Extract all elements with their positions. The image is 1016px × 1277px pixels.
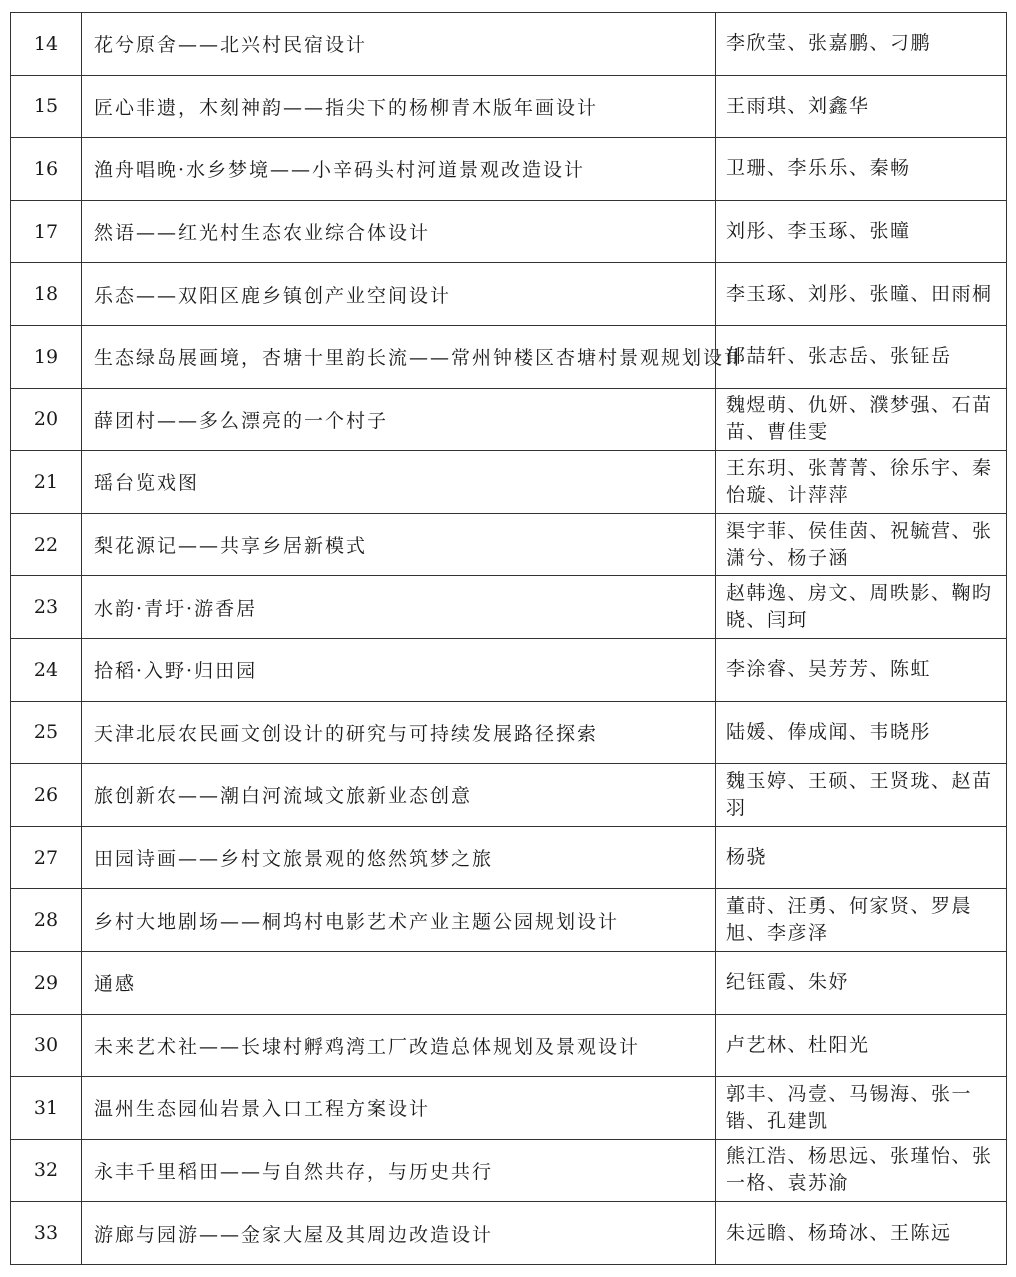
project-authors: 王东玥、张菁菁、徐乐宇、秦怡璇、计萍萍 (716, 451, 1007, 514)
table-row (11, 1014, 1007, 1077)
table-row (11, 1139, 1007, 1202)
project-title: 生态绿岛展画境，杏塘十里韵长流——常州钟楼区杏塘村景观规划设计 (82, 325, 716, 388)
table-row (11, 951, 1007, 1014)
project-authors: 李涂睿、吴芳芳、陈虹 (716, 638, 1007, 701)
project-title: 温州生态园仙岩景入口工程方案设计 (82, 1077, 716, 1140)
project-authors: 陆媛、俸成闻、韦晓彤 (716, 701, 1007, 764)
row-number: 22 (11, 513, 82, 576)
project-title: 乐态——双阳区鹿乡镇创产业空间设计 (82, 263, 716, 326)
table-row (11, 200, 1007, 263)
table-row (11, 13, 1007, 76)
project-authors: 李玉琢、刘彤、张曈、田雨桐 (716, 263, 1007, 326)
row-number: 30 (11, 1014, 82, 1077)
project-authors: 杨骁 (716, 826, 1007, 889)
project-title: 游廊与园游——金家大屋及其周边改造设计 (82, 1202, 716, 1265)
table-row (11, 638, 1007, 701)
row-number: 26 (11, 764, 82, 827)
table-row (11, 889, 1007, 952)
row-number: 15 (11, 75, 82, 138)
row-number: 14 (11, 13, 82, 76)
project-title: 天津北辰农民画文创设计的研究与可持续发展路径探索 (82, 701, 716, 764)
row-number: 32 (11, 1139, 82, 1202)
project-authors: 朱远瞻、杨琦冰、王陈远 (716, 1202, 1007, 1265)
project-authors: 李欣莹、张嘉鹏、刁鹏 (716, 13, 1007, 76)
row-number: 27 (11, 826, 82, 889)
project-authors: 卢艺林、杜阳光 (716, 1014, 1007, 1077)
project-title: 田园诗画——乡村文旅景观的悠然筑梦之旅 (82, 826, 716, 889)
table-row (11, 1202, 1007, 1265)
table-row (11, 1077, 1007, 1140)
table-row (11, 513, 1007, 576)
project-authors: 王雨琪、刘鑫华 (716, 75, 1007, 138)
project-title: 梨花源记——共享乡居新模式 (82, 513, 716, 576)
project-title: 匠心非遗，木刻神韵——指尖下的杨柳青木版年画设计 (82, 75, 716, 138)
project-title: 渔舟唱晚·水乡梦境——小辛码头村河道景观改造设计 (82, 138, 716, 201)
row-number: 19 (11, 325, 82, 388)
project-authors: 熊江浩、杨思远、张瑾怡、张一格、袁苏渝 (716, 1139, 1007, 1202)
project-title: 花兮原舍——北兴村民宿设计 (82, 13, 716, 76)
project-authors: 董莳、汪勇、何家贤、罗晨旭、李彦泽 (716, 889, 1007, 952)
row-number: 24 (11, 638, 82, 701)
table-row (11, 701, 1007, 764)
table-row (11, 451, 1007, 514)
row-number: 31 (11, 1077, 82, 1140)
table-row (11, 576, 1007, 639)
project-title: 未来艺术社——长埭村孵鸡湾工厂改造总体规划及景观设计 (82, 1014, 716, 1077)
row-number: 23 (11, 576, 82, 639)
table-row (11, 325, 1007, 388)
project-authors: 刘彤、李玉琢、张曈 (716, 200, 1007, 263)
table-row (11, 75, 1007, 138)
project-title: 瑶台览戏图 (82, 451, 716, 514)
table-row (11, 388, 1007, 451)
row-number: 17 (11, 200, 82, 263)
project-authors: 魏玉婷、王硕、王贤珑、赵苗羽 (716, 764, 1007, 827)
project-authors: 赵韩逸、房文、周昳影、鞠昀晓、闫珂 (716, 576, 1007, 639)
project-authors: 渠宇菲、侯佳茵、祝毓营、张潇兮、杨子涵 (716, 513, 1007, 576)
row-number: 25 (11, 701, 82, 764)
project-authors: 郭丰、冯壹、马锡海、张一锴、孔建凯 (716, 1077, 1007, 1140)
project-title: 水韵·青圩·游香居 (82, 576, 716, 639)
row-number: 29 (11, 951, 82, 1014)
project-title: 然语——红光村生态农业综合体设计 (82, 200, 716, 263)
project-title: 旅创新农——潮白河流域文旅新业态创意 (82, 764, 716, 827)
project-title: 永丰千里稻田——与自然共存，与历史共行 (82, 1139, 716, 1202)
table-row (11, 263, 1007, 326)
project-title: 拾稻·入野·归田园 (82, 638, 716, 701)
project-authors: 纪钰霞、朱妤 (716, 951, 1007, 1014)
row-number: 20 (11, 388, 82, 451)
row-number: 21 (11, 451, 82, 514)
row-number: 18 (11, 263, 82, 326)
project-authors: 卫珊、李乐乐、秦畅 (716, 138, 1007, 201)
project-title: 通感 (82, 951, 716, 1014)
project-authors: 郁喆轩、张志岳、张钲岳 (716, 325, 1007, 388)
row-number: 33 (11, 1202, 82, 1265)
row-number: 16 (11, 138, 82, 201)
project-title: 乡村大地剧场——桐坞村电影艺术产业主题公园规划设计 (82, 889, 716, 952)
row-number: 28 (11, 889, 82, 952)
project-table (10, 12, 1007, 1265)
table-row (11, 138, 1007, 201)
project-title: 薛团村——多么漂亮的一个村子 (82, 388, 716, 451)
table-row (11, 764, 1007, 827)
table-row (11, 826, 1007, 889)
project-authors: 魏煜萌、仇妍、濮梦强、石苗苗、曹佳雯 (716, 388, 1007, 451)
